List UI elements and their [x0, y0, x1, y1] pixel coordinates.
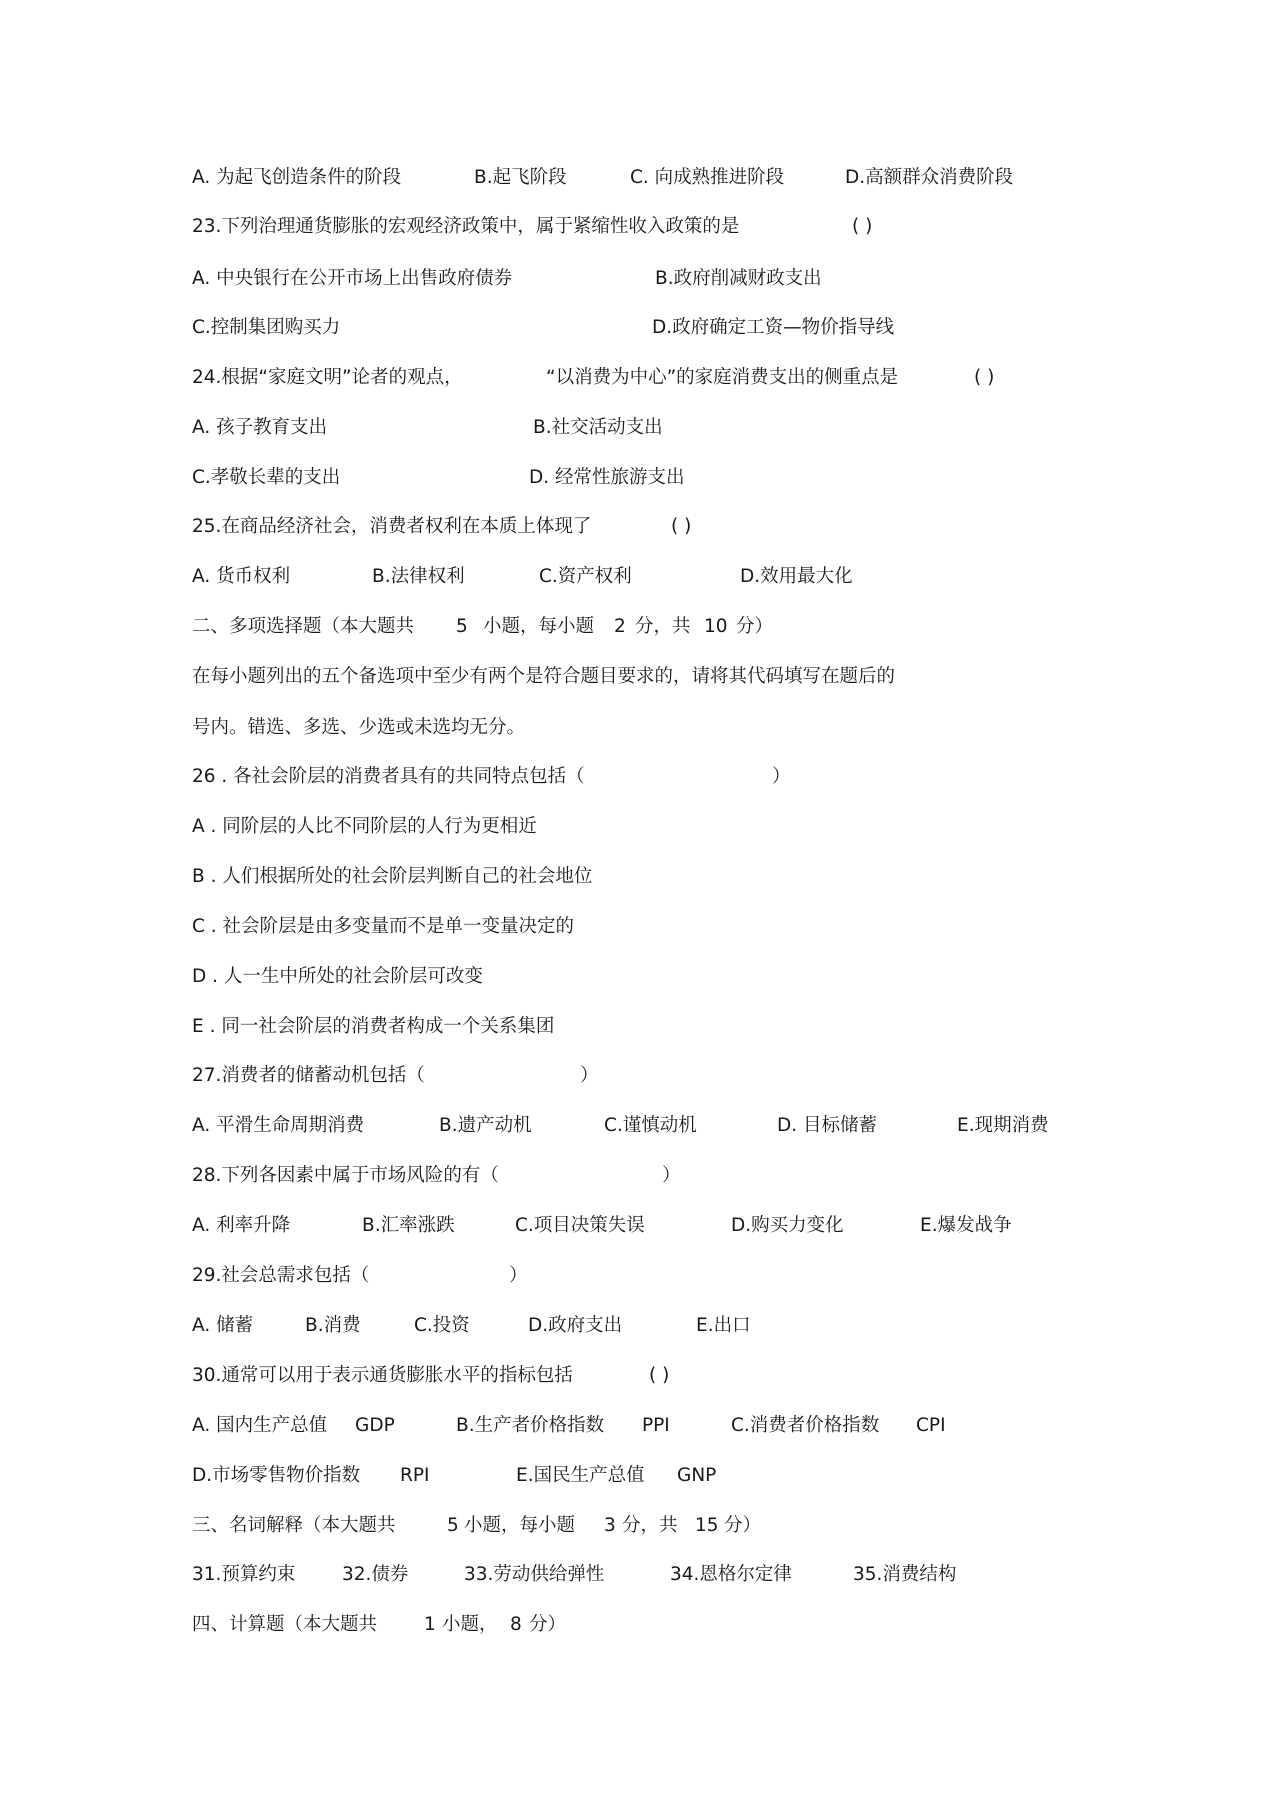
q30-answer-paren: ( ) [649, 1365, 670, 1386]
q24-option-b: B.社交活动支出 [533, 417, 663, 438]
section2-total: 10 [704, 616, 728, 637]
q28-option-c: C.项目决策失误 [515, 1215, 645, 1236]
term-33: 33.劳动供给弹性 [464, 1564, 605, 1585]
q25-option-b: B.法律权利 [372, 566, 465, 587]
q28-paren-close: ） [662, 1165, 681, 1186]
q22-option-d: D.高额群众消费阶段 [845, 167, 1014, 188]
q25-stem-text: 25.在商品经济社会，消费者权利在本质上体现了 [192, 516, 592, 537]
q23-option-b: B.政府削减财政支出 [655, 268, 822, 289]
q26-option-a: A . 同阶层的人比不同阶层的人行为更相近 [192, 816, 537, 837]
section2-instruction-1: 在每小题列出的五个备选项中至少有两个是符合题目要求的，请将其代码填写在题后的 [192, 666, 896, 687]
section4-end: 分） [529, 1614, 567, 1635]
q30-option-c: C.消费者价格指数 [731, 1415, 880, 1436]
section2-instruction-2: 号内。错选、多选、少选或未选均无分。 [192, 717, 526, 738]
q29-option-b: B.消费 [305, 1315, 361, 1336]
q28-option-b: B.汇率涨跌 [362, 1215, 455, 1236]
q28-stem-text: 28.下列各因素中属于市场风险的有（ [192, 1165, 499, 1186]
q26-option-c: C . 社会阶层是由多变量而不是单一变量决定的 [192, 916, 575, 937]
q27-option-b: B.遗产动机 [439, 1115, 532, 1136]
q28-option-e: E.爆发战争 [920, 1215, 1012, 1236]
q23-option-c: C.控制集团购买力 [192, 317, 341, 338]
q30-option-b: B.生产者价格指数 [456, 1415, 605, 1436]
section2-each: 2 [614, 616, 626, 637]
q24-stem-text: 24.根据“家庭文明”论者的观点， [192, 367, 463, 388]
q28-option-a: A. 利率升降 [192, 1215, 291, 1236]
q29-stem-text: 29.社会总需求包括（ [192, 1265, 370, 1286]
q30-option-c-abbr: CPI [916, 1415, 946, 1436]
q23-answer-paren: ( ) [852, 216, 873, 237]
q27-option-d: D. 目标储蓄 [777, 1115, 878, 1136]
q23-stem-text: 23.下列治理通货膨胀的宏观经济政策中，属于紧缩性收入政策的是 [192, 216, 740, 237]
section2-mid2: 分，共 [635, 616, 691, 637]
q28-option-d: D.购买力变化 [731, 1215, 844, 1236]
q22-option-c: C. 向成熟推进阶段 [630, 167, 785, 188]
q29-paren-close: ） [509, 1265, 528, 1286]
section2-end: 分） [736, 616, 774, 637]
q24-option-d: D. 经常性旅游支出 [529, 467, 685, 488]
section2-heading-text: 二、多项选择题（本大题共 [192, 616, 415, 637]
q30-option-a: A. 国内生产总值 [192, 1415, 328, 1436]
q30-option-d-abbr: RPI [400, 1465, 430, 1486]
section4-count: 1 [424, 1614, 436, 1635]
q27-paren-close: ） [580, 1065, 599, 1086]
q30-stem-text: 30.通常可以用于表示通货膨胀水平的指标包括 [192, 1365, 573, 1386]
q25-option-c: C.资产权利 [539, 566, 632, 587]
section3-mid1: 小题，每小题 [464, 1515, 576, 1536]
section3-total: 15 [695, 1515, 719, 1536]
q26-stem-text: 26 . 各社会阶层的消费者具有的共同特点包括（ [192, 766, 585, 787]
q26-option-b: B . 人们根据所处的社会阶层判断自己的社会地位 [192, 866, 593, 887]
q27-option-a: A. 平滑生命周期消费 [192, 1115, 365, 1136]
q30-option-e-abbr: GNP [677, 1465, 717, 1486]
q26-option-e: E . 同一社会阶层的消费者构成一个关系集团 [192, 1016, 555, 1037]
q30-option-b-abbr: PPI [642, 1415, 670, 1436]
term-35: 35.消费结构 [853, 1564, 957, 1585]
q24-option-a: A. 孩子教育支出 [192, 417, 328, 438]
q29-option-d: D.政府支出 [528, 1315, 623, 1336]
q25-answer-paren: ( ) [671, 516, 692, 537]
section3-end: 分） [724, 1515, 762, 1536]
q24-stem-text-2: “以消费为中心”的家庭消费支出的侧重点是 [546, 367, 899, 388]
section4-total: 8 [510, 1614, 522, 1635]
section4-heading-text: 四、计算题（本大题共 [192, 1614, 378, 1635]
section3-each: 3 [604, 1515, 616, 1536]
q26-option-d: D . 人一生中所处的社会阶层可改变 [192, 966, 483, 987]
term-34: 34.恩格尔定律 [670, 1564, 792, 1585]
term-31: 31.预算约束 [192, 1564, 296, 1585]
q26-paren-close: ） [772, 766, 791, 787]
section3-mid2: 分，共 [622, 1515, 678, 1536]
q27-option-c: C.谨慎动机 [604, 1115, 697, 1136]
q22-option-a: A. 为起飞创造条件的阶段 [192, 167, 402, 188]
section2-mid1: 小题，每小题 [483, 616, 595, 637]
q23-option-d: D.政府确定工资—物价指导线 [652, 317, 895, 338]
q29-option-c: C.投资 [414, 1315, 470, 1336]
section3-count: 5 [447, 1515, 459, 1536]
q27-stem-text: 27.消费者的储蓄动机包括（ [192, 1065, 425, 1086]
q30-option-d: D.市场零售物价指数 [192, 1465, 361, 1486]
term-32: 32.债券 [342, 1564, 409, 1585]
section4-mid: 小题， [442, 1614, 498, 1635]
section3-heading-text: 三、名词解释（本大题共 [192, 1515, 396, 1536]
q25-option-d: D.效用最大化 [740, 566, 853, 587]
q24-answer-paren: ( ) [974, 367, 995, 388]
q30-option-e: E.国民生产总值 [516, 1465, 645, 1486]
q24-option-c: C.孝敬长辈的支出 [192, 467, 341, 488]
q29-option-a: A. 储蓄 [192, 1315, 254, 1336]
q30-option-a-abbr: GDP [355, 1415, 395, 1436]
section2-count: 5 [456, 616, 468, 637]
q22-option-b: B.起飞阶段 [474, 167, 567, 188]
q27-option-e: E.现期消费 [957, 1115, 1049, 1136]
q23-option-a: A. 中央银行在公开市场上出售政府债券 [192, 268, 513, 289]
q29-option-e: E.出口 [696, 1315, 751, 1336]
q25-option-a: A. 货币权利 [192, 566, 291, 587]
